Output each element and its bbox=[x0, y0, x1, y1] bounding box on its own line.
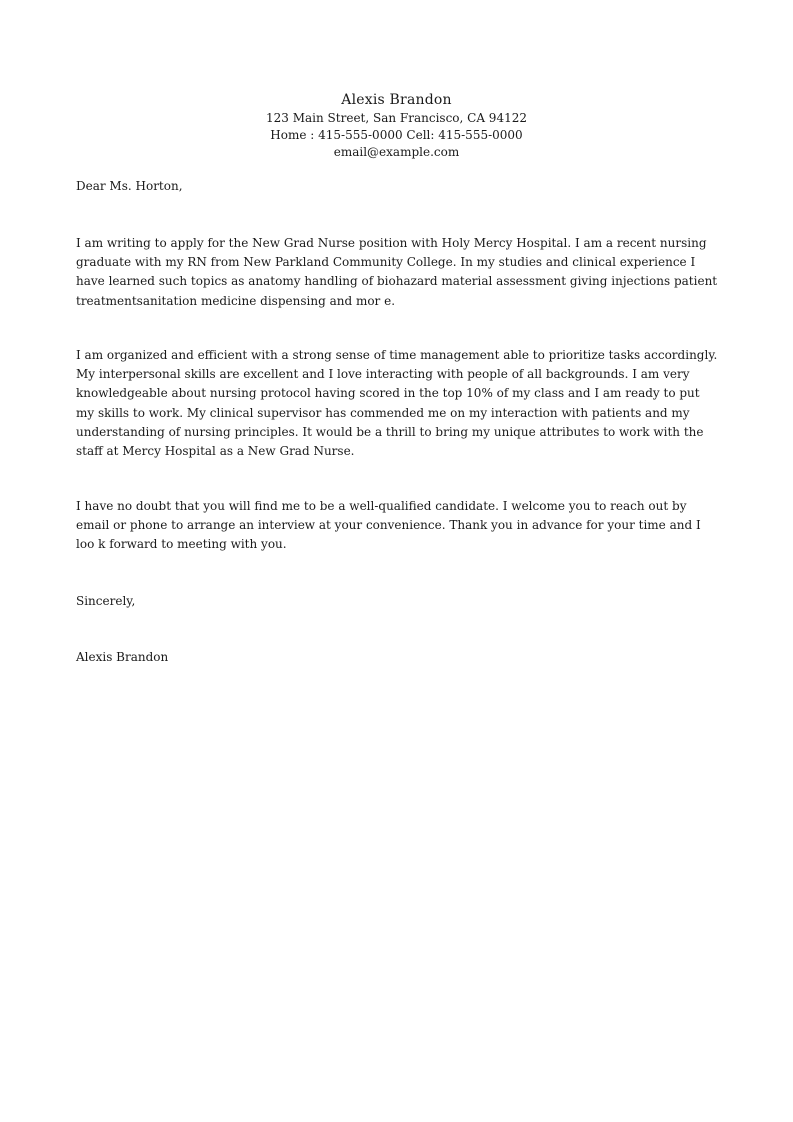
letter-header bbox=[0, 90, 793, 161]
salutation: Dear Ms. Horton, bbox=[76, 179, 183, 193]
sender-address: 123 Main Street, San Francisco, CA 94122 bbox=[266, 111, 527, 125]
sender-phones: Home : 415-555-0000 Cell: 415-555-0000 bbox=[270, 128, 523, 142]
sender-name: Alexis Brandon bbox=[341, 92, 452, 108]
signature-name: Alexis Brandon bbox=[76, 650, 169, 664]
body-paragraph-1: I am writing to apply for the New Grad Nurse position with Holy Mercy Hospital. I am a recent nursing graduate with my RN from New Parkland Community College. In my studies and clinical experience I have learned such topics as anatomy handling of biohazard material assessment giving injections patient treatmentsanitation medicine dispensing and mor e. bbox=[76, 236, 718, 308]
sender-email: email@example.com bbox=[333, 145, 460, 159]
closing: Sincerely, bbox=[76, 594, 136, 608]
body-paragraph-2: I am organized and efficient with a strong sense of time management able to prioritize tasks accordingly. My interpersonal skills are excellent and I love interacting with people of all backgrounds. I am very knowledgeable about nursing protocol having scored in the top 10% of my class and I am ready to put my skills to work. My clinical supervisor has commended me on my interaction with patients and my understanding of nursing principles. It would be a thrill to bring my unique attributes to work with the staff at Mercy Hospital as a New Grad Nurse. bbox=[76, 348, 718, 459]
body-paragraph-3: I have no doubt that you will find me to be a well-qualified candidate. I welcome you to reach out by email or phone to arrange an interview at your convenience. Thank you in advance for your time and I loo k forward to meeting with you. bbox=[76, 499, 701, 552]
